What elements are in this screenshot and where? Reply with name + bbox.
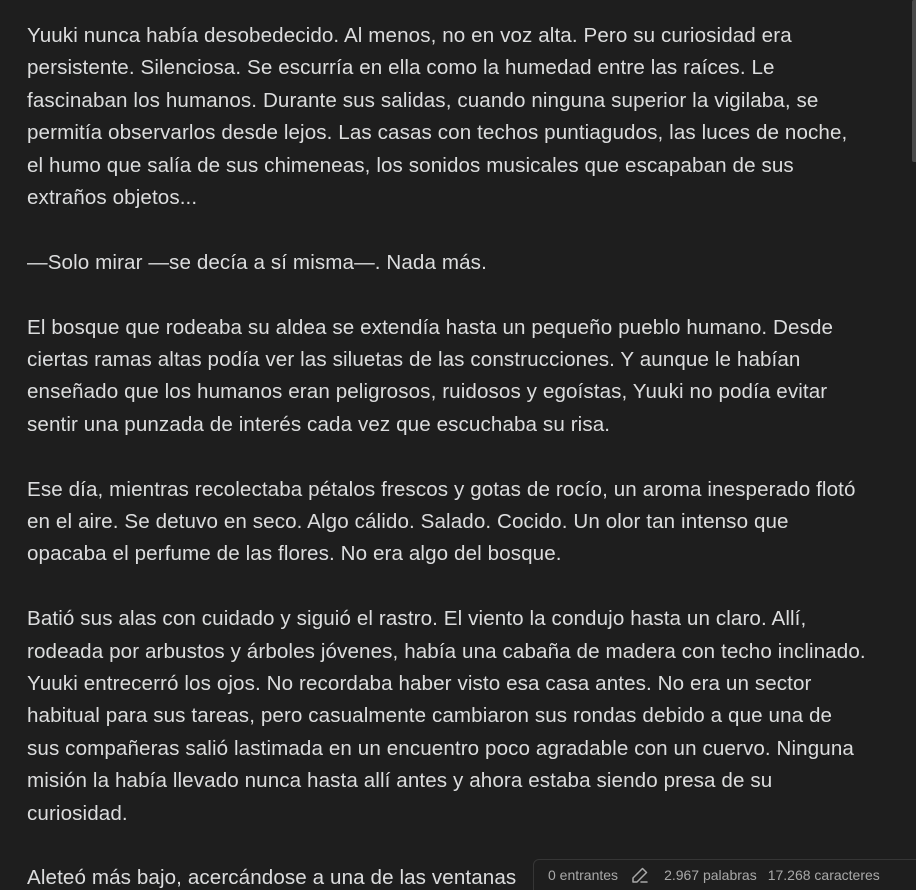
pencil-icon[interactable] <box>631 866 649 884</box>
paragraph-5[interactable]: Batió sus alas con cuidado y siguió el rastro. El viento la condujo hasta un claro. Allí, rodeada por arbustos y árboles jóvenes, había una cabaña de madera con techo inclinado. Yuuki entrecerró los ojos. No recordaba haber visto esa casa antes. No era un sector habitual para sus tareas, pero casualmente cambiaron sus rondas debido a que una de sus compañeras salió lastimada en un encuentro poco agradable con un cuervo. Ninguna misión la había llevado nunca hasta allí antes y ahora estaba siendo presa de su curiosidad. <box>27 607 872 825</box>
paragraph-6[interactable]: Aleteó más bajo, acercándose a una de las ventanas <box>27 866 517 890</box>
character-count: 17.268 caracteres <box>767 867 880 883</box>
paragraph-1[interactable]: Yuuki nunca había desobedecido. Al menos, no en voz alta. Pero su curiosidad era persistente. Silenciosa. Se escurría en ella como la humedad entre las raíces. Le fascinaban los humanos. Durante sus salidas, cuando ninguna superior la vigilaba, se permitía observarlos desde lejos. Las casas con techos puntiagudos, las luces de noche, el humo que salía de sus chimeneas, los sonidos musicales que escapaban de sus extraños objetos... <box>27 24 854 210</box>
status-bar <box>533 859 916 890</box>
backlinks-count[interactable]: 0 entrantes <box>548 867 619 883</box>
word-count: 2.967 palabras <box>664 867 757 883</box>
paragraph-4[interactable]: Ese día, mientras recolectaba pétalos frescos y gotas de rocío, un aroma inesperado flotó en el aire. Se detuvo en seco. Algo cálido. Salado. Cocido. Un olor tan intenso que opacaba el perfume de las flores. No era algo del bosque. <box>27 477 862 566</box>
note-content[interactable] <box>27 20 872 890</box>
scrollbar-thumb[interactable] <box>912 0 916 162</box>
paragraph-3[interactable]: El bosque que rodeaba su aldea se extendía hasta un pequeño pueblo humano. Desde ciertas ramas altas podía ver las siluetas de las construcciones. Y aunque le habían enseñado que los humanos eran peligrosos, ruidosos y egoístas, Yuuki no podía evitar sentir una punzada de interés cada vez que escuchaba su risa. <box>27 315 839 436</box>
paragraph-2[interactable]: —Solo mirar —se decía a sí misma—. Nada más. <box>27 250 487 274</box>
